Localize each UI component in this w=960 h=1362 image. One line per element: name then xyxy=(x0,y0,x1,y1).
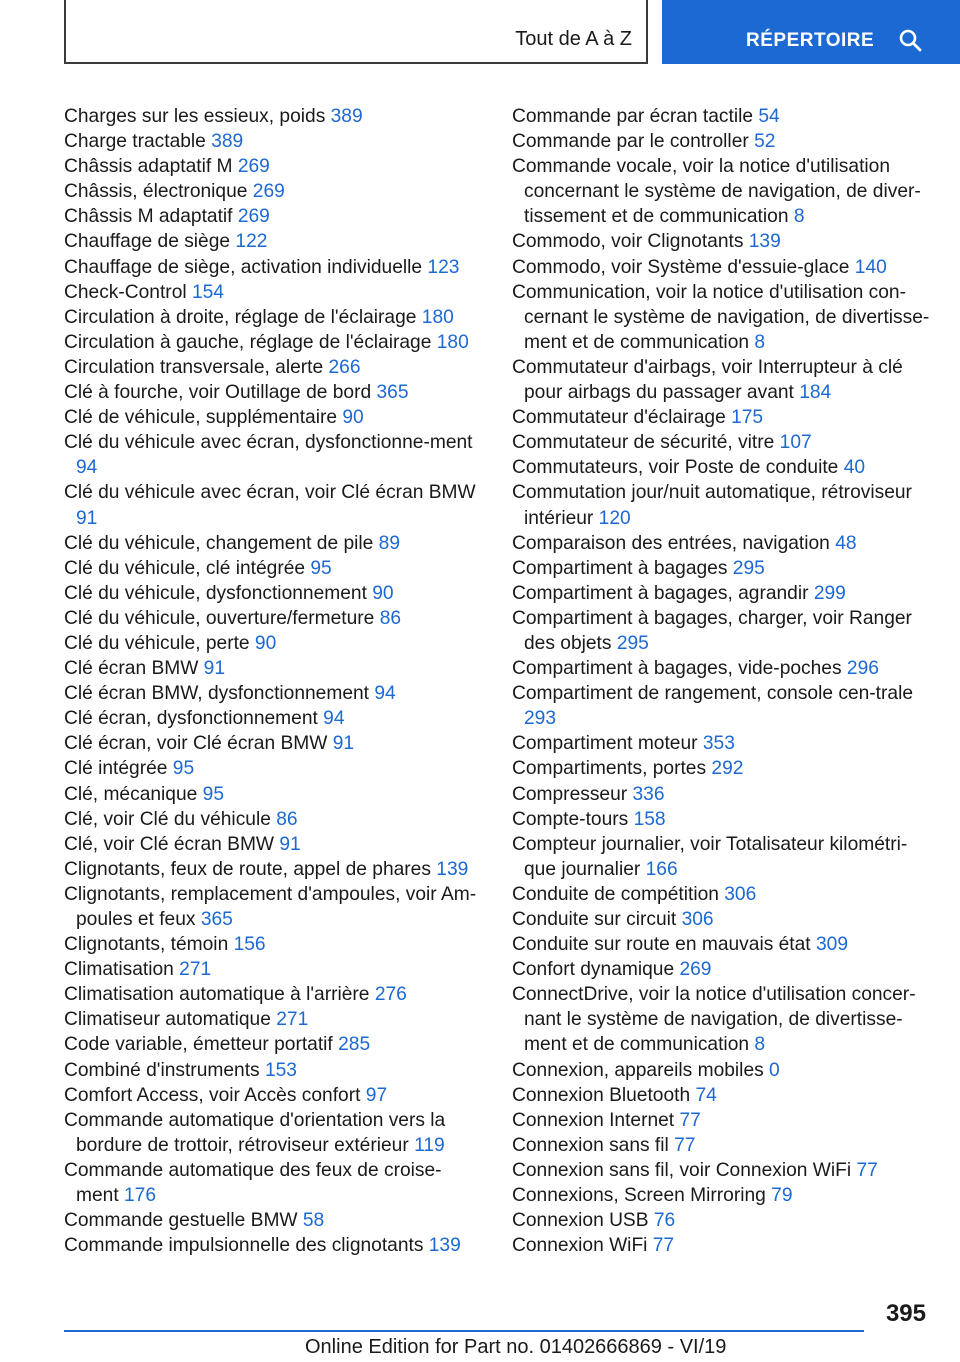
index-entry-text: Circulation à droite, réglage de l'éclairage xyxy=(64,306,422,328)
index-entry-page-link[interactable]: 77 xyxy=(856,1159,878,1181)
index-entry-page-link[interactable]: 97 xyxy=(365,1084,388,1106)
index-entry-page-link[interactable]: 139 xyxy=(428,1235,461,1257)
index-entry xyxy=(64,1208,484,1233)
index-entry-text: Commutateur de sécurité, vitre xyxy=(512,432,780,454)
index-entry xyxy=(64,380,484,405)
index-entry-text: Charges sur les essieux, poids xyxy=(64,106,331,127)
index-entry-text: Comfort Access, voir Accès confort xyxy=(64,1084,366,1106)
index-entry-page-link[interactable]: 76 xyxy=(653,1210,676,1232)
index-entry-page-link[interactable]: 180 xyxy=(436,331,469,353)
index-entry-page-link[interactable]: 365 xyxy=(376,382,409,404)
index-entry-text: Clé de véhicule, supplémentaire xyxy=(64,407,343,429)
index-entry-page-link[interactable]: 295 xyxy=(616,632,649,654)
index-entry xyxy=(512,104,932,129)
index-entry xyxy=(512,455,932,480)
index-column-left xyxy=(64,104,484,1258)
index-entry-text: Comparaison des entrées, navigation xyxy=(512,532,836,554)
index-entry-text: Châssis adaptatif M xyxy=(64,156,238,178)
index-entry-page-link[interactable]: 77 xyxy=(679,1109,701,1131)
index-entry-page-link[interactable]: 353 xyxy=(702,733,735,755)
index-entry-page-link[interactable]: 90 xyxy=(254,632,277,654)
index-entry xyxy=(64,1158,484,1208)
index-entry xyxy=(64,129,484,154)
index-entry-text: Combiné d'instruments xyxy=(64,1059,265,1081)
index-entry-text: Clignotants, remplacement d'ampoules, voir Am-poules et feux xyxy=(64,883,477,930)
index-entry-text: Connexions, Screen Mirroring xyxy=(512,1185,772,1207)
index-entry xyxy=(64,656,484,681)
index-entry-page-link[interactable]: 184 xyxy=(799,382,832,404)
index-entry-text: Chauffage de siège, activation individuelle xyxy=(64,256,428,278)
index-entry xyxy=(64,932,484,957)
index-entry-page-link[interactable]: 180 xyxy=(421,306,454,328)
index-entry-page-link[interactable]: 0 xyxy=(769,1059,780,1081)
index-entry-text: Connexion Internet xyxy=(512,1109,680,1131)
index-entry xyxy=(512,129,932,154)
index-entry-page-link[interactable]: 336 xyxy=(632,783,665,805)
index-entry xyxy=(64,1007,484,1032)
index-entry-page-link[interactable]: 269 xyxy=(237,156,270,178)
index-entry-text: Confort dynamique xyxy=(512,959,680,981)
index-entry-page-link[interactable]: 266 xyxy=(328,356,361,378)
index-entry xyxy=(64,430,484,480)
index-entry xyxy=(64,606,484,631)
index-entry-text: Commutation jour/nuit automatique, rétroviseur intérieur xyxy=(512,482,912,529)
index-entry xyxy=(512,1183,932,1208)
index-entry xyxy=(64,631,484,656)
index-entry-text: Compartiments, portes xyxy=(512,758,712,780)
index-entry-text: Compte-tours xyxy=(512,808,634,830)
index-entry-text: Clé intégrée xyxy=(64,758,173,780)
index-entry-page-link[interactable]: 158 xyxy=(633,808,666,830)
index-entry xyxy=(512,1083,932,1108)
index-entry xyxy=(512,280,932,355)
index-entry-text: Commande impulsionnelle des clignotants xyxy=(64,1235,429,1257)
index-entry-page-link[interactable]: 79 xyxy=(771,1185,793,1207)
index-entry xyxy=(64,756,484,781)
index-entry xyxy=(64,104,484,129)
index-entry-text: Clé écran BMW xyxy=(64,658,204,680)
index-column-right xyxy=(512,104,932,1258)
index-entry-page-link[interactable]: 139 xyxy=(748,231,781,253)
index-entry-page-link[interactable]: 8 xyxy=(793,206,805,228)
index-entry-text: Commande par le controller xyxy=(512,131,755,153)
index-entry-text: Clé du véhicule, changement de pile xyxy=(64,532,379,554)
index-entry-page-link[interactable]: 295 xyxy=(732,557,765,579)
index-entry-text: Clé du véhicule, dysfonctionnement xyxy=(64,582,373,604)
index-entry xyxy=(512,606,932,656)
index-entry-text: Climatisation automatique à l'arrière xyxy=(64,984,375,1006)
index-entry-text: Clé du véhicule, perte xyxy=(64,632,255,654)
index-entry xyxy=(512,756,932,781)
index-entry xyxy=(512,1108,932,1133)
index-entry-page-link[interactable]: 293 xyxy=(524,708,557,730)
index-entry-page-link[interactable]: 40 xyxy=(843,457,866,479)
index-entry-text: Clé écran BMW, dysfonctionnement xyxy=(64,683,375,705)
index-entry-text: Commutateur d'éclairage xyxy=(512,407,732,429)
index-entry xyxy=(512,229,932,254)
index-entry xyxy=(64,832,484,857)
footer-edition-text: Online Edition for Part no. 01402666869 - VI/19 xyxy=(305,1336,727,1358)
index-entry-page-link[interactable]: 123 xyxy=(427,256,460,278)
index-entry-page-link[interactable]: 77 xyxy=(652,1235,675,1257)
index-entry xyxy=(512,154,932,229)
index-entry-text: Code variable, émetteur portatif xyxy=(64,1034,339,1056)
index-entry-text: Climatisation xyxy=(64,959,180,981)
index-entry xyxy=(64,857,484,882)
index-entry-text: Clé, voir Clé du véhicule xyxy=(64,808,277,830)
index-entry-text: Compartiment à bagages xyxy=(512,557,733,579)
index-entry xyxy=(512,1058,932,1083)
index-entry xyxy=(512,832,932,882)
index-entry-text: Check-Control xyxy=(64,281,192,303)
index-entry-text: Commande vocale, voir la notice d'utilisation concernant le système de navigation, de diver-tissement et de communication xyxy=(512,156,921,228)
index-entry-page-link[interactable]: 389 xyxy=(211,131,244,153)
index-entry-page-link[interactable]: 91 xyxy=(203,658,226,680)
search-icon[interactable] xyxy=(898,28,922,52)
index-entry-page-link[interactable]: 296 xyxy=(846,658,879,680)
index-entry-page-link[interactable]: 140 xyxy=(854,256,887,278)
index-entry-page-link[interactable]: 95 xyxy=(310,557,332,579)
index-entry-page-link[interactable]: 86 xyxy=(379,607,402,629)
index-entry xyxy=(512,782,932,807)
index-entry-text: Compartiment moteur xyxy=(512,733,703,755)
index-entry-page-link[interactable]: 306 xyxy=(724,883,757,905)
index-entry-page-link[interactable]: 54 xyxy=(758,106,780,127)
index-entry-page-link[interactable]: 389 xyxy=(330,106,363,127)
index-entry-page-link[interactable]: 107 xyxy=(779,432,812,454)
index-entry-text: Commodo, voir Système d'essuie-glace xyxy=(512,256,855,278)
index-entry-page-link[interactable]: 91 xyxy=(76,507,98,529)
index-entry-text: Compartiment de rangement, console cen-trale xyxy=(512,683,914,705)
index-entry xyxy=(64,1058,484,1083)
index-entry-page-link[interactable]: 299 xyxy=(813,582,846,604)
index-entry xyxy=(64,1233,484,1258)
index-entry xyxy=(64,355,484,380)
index-entry-text: Commande automatique des feux de croise-ment xyxy=(64,1159,442,1207)
index-entry xyxy=(512,681,932,731)
index-entry-text: Conduite sur route en mauvais état xyxy=(512,934,816,956)
index-entry-page-link[interactable]: 95 xyxy=(172,758,195,780)
index-entry-page-link[interactable]: 48 xyxy=(835,532,857,554)
index-entry xyxy=(64,280,484,305)
index-entry xyxy=(512,807,932,832)
index-entry-page-link[interactable]: 94 xyxy=(374,683,396,705)
index-entry xyxy=(64,179,484,204)
index-entry xyxy=(64,706,484,731)
index-entry-page-link[interactable]: 156 xyxy=(233,934,266,956)
index-entry-page-link[interactable]: 95 xyxy=(202,783,224,805)
index-entry xyxy=(512,1208,932,1233)
index-entry-page-link[interactable]: 89 xyxy=(378,532,401,554)
index-entry-text: Circulation à gauche, réglage de l'éclairage xyxy=(64,331,437,353)
index-entry xyxy=(64,405,484,430)
index-entry-text: Clé écran, dysfonctionnement xyxy=(64,708,324,730)
index-entry xyxy=(512,430,932,455)
index-entry-page-link[interactable]: 8 xyxy=(754,1034,766,1056)
index-entry-page-link[interactable]: 52 xyxy=(754,131,776,153)
index-entry xyxy=(512,957,932,982)
index-entry-page-link[interactable]: 292 xyxy=(711,758,744,780)
index-entry xyxy=(64,154,484,179)
index-entry xyxy=(64,1083,484,1108)
index-entry-text: Connexion, appareils mobiles xyxy=(512,1059,770,1081)
index-entry-page-link[interactable]: 94 xyxy=(76,457,98,479)
index-entry-page-link[interactable]: 175 xyxy=(731,407,764,429)
index-entry xyxy=(512,556,932,581)
index-entry-page-link[interactable]: 365 xyxy=(200,909,233,930)
index-entry-text: Clé à fourche, voir Outillage de bord xyxy=(64,382,377,404)
index-entry-page-link[interactable]: 94 xyxy=(323,708,345,730)
index-entry-text: Chauffage de siège xyxy=(64,231,236,253)
index-entry-text: Commutateur d'airbags, voir Interrupteur à clé pour airbags du passager avant xyxy=(512,356,903,404)
index-entry xyxy=(512,405,932,430)
index-entry-text: Compartiment à bagages, vide-poches xyxy=(512,658,847,680)
index-entry-page-link[interactable]: 276 xyxy=(374,984,407,1006)
index-entry xyxy=(512,882,932,907)
index-entry xyxy=(64,731,484,756)
index-entry-text: Clignotants, feux de route, appel de phares xyxy=(64,858,437,880)
index-entry xyxy=(64,1108,484,1158)
index-entry-text: Clé du véhicule, ouverture/fermeture xyxy=(64,607,380,629)
index-entry-text: Châssis M adaptatif xyxy=(64,206,238,228)
index-entry xyxy=(512,1233,932,1258)
index-entry-page-link[interactable]: 271 xyxy=(276,1009,309,1031)
index-entry xyxy=(64,782,484,807)
index-entry-page-link[interactable]: 306 xyxy=(681,909,714,930)
index-entry xyxy=(512,1158,932,1183)
index-entry-text: Compteur journalier, voir Totalisateur kilométri-que journalier xyxy=(512,833,908,880)
index-entry-text: Clé du véhicule, clé intégrée xyxy=(64,557,311,579)
index-entry-page-link[interactable]: 119 xyxy=(414,1134,445,1156)
index-entry xyxy=(512,907,932,932)
index-entry-text: Communication, voir la notice d'utilisation con-cernant le système de navigation, de divertisse-ment et de communication xyxy=(512,281,930,353)
index-entry-text: Compartiment à bagages, charger, voir Ranger des objets xyxy=(512,607,912,654)
index-tab[interactable] xyxy=(662,0,960,64)
index-entry-text: Connexion Bluetooth xyxy=(512,1084,696,1106)
index-entry xyxy=(512,982,932,1057)
index-entry-text: Clé du véhicule avec écran, voir Clé écran BMW xyxy=(64,482,476,504)
index-entry xyxy=(64,807,484,832)
index-entry-text: Climatiseur automatique xyxy=(64,1009,277,1031)
index-entry-text: Connexion sans fil, voir Connexion WiFi xyxy=(512,1159,857,1181)
index-entry-page-link[interactable]: 176 xyxy=(124,1185,157,1207)
index-entry-page-link[interactable]: 269 xyxy=(679,959,712,981)
index-entry-page-link[interactable]: 269 xyxy=(252,181,285,203)
index-entry-text: Clé écran, voir Clé écran BMW xyxy=(64,733,333,755)
index-entry-text: Clé du véhicule avec écran, dysfonctionne-ment xyxy=(64,432,473,454)
page-number: 395 xyxy=(885,1300,926,1327)
section-tab-label: Tout de A à Z xyxy=(515,28,632,50)
index-entry xyxy=(512,355,932,405)
index-entry xyxy=(64,982,484,1007)
index-entry xyxy=(64,882,484,932)
index-entry-text: Châssis, électronique xyxy=(64,181,253,203)
index-entry-page-link[interactable]: 139 xyxy=(436,858,469,880)
index-tab-label: RÉPERTOIRE xyxy=(746,30,875,51)
index-entry xyxy=(64,531,484,556)
index-entry-page-link[interactable]: 91 xyxy=(279,833,301,855)
index-entry xyxy=(512,932,932,957)
index-entry xyxy=(512,531,932,556)
index-entry-text: Commodo, voir Clignotants xyxy=(512,231,749,253)
index-entry-page-link[interactable]: 8 xyxy=(754,331,766,353)
index-entry xyxy=(64,1032,484,1057)
index-entry-text: Commande automatique d'orientation vers la bordure de trottoir, rétroviseur extérieur xyxy=(64,1109,446,1156)
footer-divider xyxy=(64,1330,864,1332)
index-entry-text: ConnectDrive, voir la notice d'utilisation concer-nant le système de navigation, de divertisse-ment et de communication xyxy=(512,984,916,1056)
index-entry-page-link[interactable]: 120 xyxy=(598,507,631,529)
index-entry-page-link[interactable]: 166 xyxy=(645,858,678,880)
index-entry xyxy=(512,581,932,606)
index-entry xyxy=(64,204,484,229)
index-entry-page-link[interactable]: 90 xyxy=(372,582,394,604)
index-entry-page-link[interactable]: 309 xyxy=(815,934,848,956)
index-entry-page-link[interactable]: 91 xyxy=(332,733,355,755)
index-entry-page-link[interactable]: 122 xyxy=(235,231,268,253)
index-entry-page-link[interactable]: 77 xyxy=(674,1134,696,1156)
index-entry-text: Clé, voir Clé écran BMW xyxy=(64,833,280,855)
index-entry xyxy=(64,581,484,606)
index-entry-page-link[interactable]: 285 xyxy=(338,1034,371,1056)
index-entry xyxy=(64,681,484,706)
index-entry xyxy=(64,957,484,982)
index-entry-text: Clé, mécanique xyxy=(64,783,203,805)
index-entry xyxy=(512,1133,932,1158)
index-entry xyxy=(512,731,932,756)
index-entry xyxy=(64,305,484,330)
index-entry xyxy=(64,480,484,530)
index-entry-text: Connexion USB xyxy=(512,1210,654,1232)
index-entry xyxy=(64,229,484,254)
index-entry-text: Compresseur xyxy=(512,783,633,805)
index-entry xyxy=(512,480,932,530)
index-entry-page-link[interactable]: 86 xyxy=(276,808,298,830)
index-entry-page-link[interactable]: 74 xyxy=(695,1084,717,1106)
index-entry-page-link[interactable]: 58 xyxy=(302,1210,325,1232)
index-entry-text: Connexion WiFi xyxy=(512,1235,653,1257)
section-tab[interactable] xyxy=(64,0,648,64)
index-entry-page-link[interactable]: 271 xyxy=(179,959,212,981)
index-entry-text: Conduite sur circuit xyxy=(512,909,682,930)
index-entry-page-link[interactable]: 153 xyxy=(264,1059,297,1081)
index-entry-page-link[interactable]: 154 xyxy=(191,281,224,303)
index-entry-text: Commande gestuelle BMW xyxy=(64,1210,303,1232)
index-entry-text: Conduite de compétition xyxy=(512,883,725,905)
index-entry-text: Commande par écran tactile xyxy=(512,106,759,127)
index-entry-text: Compartiment à bagages, agrandir xyxy=(512,582,814,604)
index-entry-text: Commutateurs, voir Poste de conduite xyxy=(512,457,844,479)
index-entry-text: Charge tractable xyxy=(64,131,212,153)
index-entry xyxy=(64,330,484,355)
index-entry-text: Clignotants, témoin xyxy=(64,934,234,956)
index-entry xyxy=(512,656,932,681)
index-entry-page-link[interactable]: 269 xyxy=(237,206,270,228)
index-entry xyxy=(64,556,484,581)
index-entry-text: Connexion sans fil xyxy=(512,1134,675,1156)
index-entry xyxy=(512,255,932,280)
index-entry-text: Circulation transversale, alerte xyxy=(64,356,329,378)
index-entry-page-link[interactable]: 90 xyxy=(342,407,364,429)
index-entry xyxy=(64,255,484,280)
